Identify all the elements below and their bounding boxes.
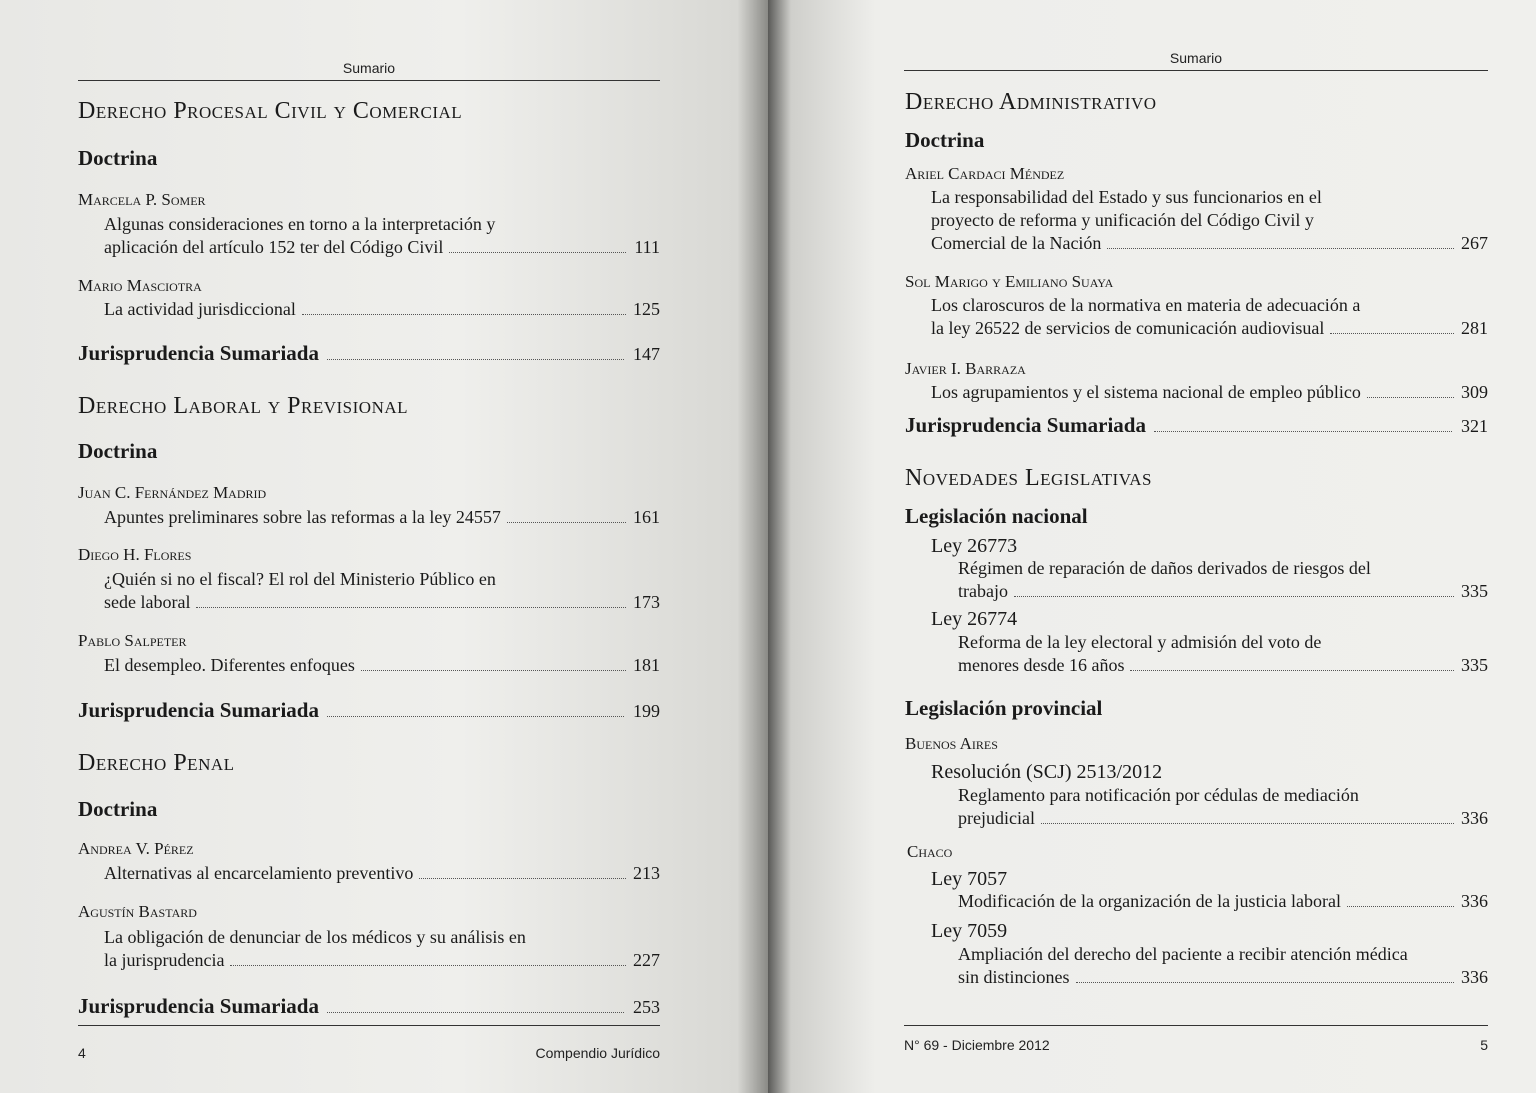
entry-title-line: Reglamento para notificación por cédulas de mediación: [958, 785, 1359, 805]
section-title: Derecho Penal: [78, 750, 235, 776]
entry-title-line: Apuntes preliminares sobre las reformas a la ley 24557: [104, 507, 501, 527]
doctrina-label: Doctrina: [78, 439, 158, 463]
section-title: Derecho Procesal Civil y Comercial: [78, 98, 463, 124]
entry-title-line: sin distinciones: [958, 967, 1070, 987]
running-head: Sumario: [1169, 50, 1223, 66]
leader-dots: [1076, 982, 1455, 983]
entry-title-line: Algunas consideraciones en torno a la interpretación y: [104, 214, 496, 234]
author: Juan C. Fernández Madrid: [78, 483, 267, 502]
page-number: 281: [1461, 318, 1488, 338]
entry-title-line: La actividad jurisdiccional: [104, 299, 296, 319]
jurisprudencia-label: Jurisprudencia Sumariada: [78, 698, 319, 722]
page-number: 125: [633, 299, 660, 319]
author: Sol Marigo y Emiliano Suaya: [905, 272, 1114, 291]
law-name: Ley 26773: [931, 535, 1018, 557]
toc-entry[interactable]: [104, 862, 660, 885]
toc-entry[interactable]: [958, 784, 1488, 830]
entry-title-line: proyecto de reforma y unificación del Código Civil y: [931, 210, 1314, 230]
entry-title-line: Reforma de la ley electoral y admisión del voto de: [958, 632, 1322, 652]
entry-title-line: La responsabilidad del Estado y sus funcionarios en el: [931, 187, 1322, 207]
toc-entry[interactable]: [958, 943, 1488, 989]
page-number: 335: [1461, 581, 1488, 601]
doctrina-label: Doctrina: [905, 128, 985, 152]
section-title: Derecho Laboral y Previsional: [78, 393, 409, 419]
page-number: 336: [1461, 891, 1488, 911]
right-page: [768, 0, 1536, 1093]
toc-entry[interactable]: [104, 298, 660, 321]
jurisprudencia-label: Jurisprudencia Sumariada: [78, 341, 319, 365]
leader-dots: [1330, 333, 1454, 334]
leader-dots: [419, 878, 626, 879]
leader-dots: [449, 252, 626, 253]
entry-title-line: trabajo: [958, 581, 1008, 601]
author: Andrea V. Pérez: [78, 839, 194, 858]
header-rule: [78, 80, 660, 81]
jurisprudencia-label: Jurisprudencia Sumariada: [905, 413, 1146, 437]
legislacion-provincial-label: Legislación provincial: [905, 696, 1103, 720]
footer-rule: [904, 1025, 1488, 1026]
law-name: Ley 7059: [931, 920, 1008, 942]
entry-title-line: La obligación de denunciar de los médicos y su análisis en: [104, 927, 526, 947]
leader-dots: [361, 670, 626, 671]
page-number: 199: [633, 701, 660, 721]
page-number: 227: [633, 950, 660, 970]
toc-entry[interactable]: [104, 213, 660, 259]
toc-entry[interactable]: [958, 557, 1488, 603]
entry-title-line: Ampliación del derecho del paciente a recibir atención médica: [958, 944, 1408, 964]
entry-title-line: la ley 26522 de servicios de comunicación audiovisual: [931, 318, 1325, 338]
author: Agustín Bastard: [78, 902, 197, 921]
entry-title-line: sede laboral: [104, 592, 191, 612]
page-number: 336: [1461, 967, 1488, 987]
page-number: 309: [1461, 382, 1488, 402]
law-name: Ley 26774: [931, 608, 1018, 630]
jurisprudencia-entry[interactable]: [78, 341, 660, 366]
section-title: Derecho Administrativo: [905, 89, 1157, 115]
leader-dots: [1107, 248, 1454, 249]
entry-title-line: Comercial de la Nación: [931, 233, 1102, 253]
region-name: Buenos Aires: [905, 734, 998, 753]
entry-title-line: prejudicial: [958, 808, 1035, 828]
entry-title-line: aplicación del artículo 152 ter del Código Civil: [104, 237, 444, 257]
author: Pablo Salpeter: [78, 631, 187, 650]
entry-title-line: ¿Quién si no el fiscal? El rol del Ministerio Público en: [104, 569, 496, 589]
footer-rule: [78, 1025, 660, 1026]
page-number: 173: [633, 592, 660, 612]
leader-dots: [1154, 431, 1452, 432]
toc-entry[interactable]: [931, 381, 1488, 404]
author: Ariel Cardaci Méndez: [905, 164, 1065, 183]
page-number: 161: [633, 507, 660, 527]
legislacion-nacional-label: Legislación nacional: [905, 504, 1088, 528]
entry-title-line: la jurisprudencia: [104, 950, 225, 970]
page-number: 111: [634, 237, 660, 257]
leader-dots: [302, 314, 626, 315]
running-head: Sumario: [342, 60, 396, 76]
doctrina-label: Doctrina: [78, 146, 158, 170]
leader-dots: [327, 359, 624, 360]
author: Diego H. Flores: [78, 545, 192, 564]
page-number: 253: [633, 997, 660, 1017]
page-number: 335: [1461, 655, 1488, 675]
page-number: 321: [1461, 416, 1488, 436]
jurisprudencia-entry[interactable]: [78, 698, 660, 723]
region-name: Chaco: [907, 842, 953, 861]
jurisprudencia-entry[interactable]: [905, 413, 1488, 438]
page-number: 147: [633, 344, 660, 364]
doctrina-label: Doctrina: [78, 797, 158, 821]
jurisprudencia-label: Jurisprudencia Sumariada: [78, 994, 319, 1018]
entry-title-line: El desempleo. Diferentes enfoques: [104, 655, 355, 675]
law-name: Resolución (SCJ) 2513/2012: [931, 761, 1163, 783]
jurisprudencia-entry[interactable]: [78, 994, 660, 1019]
toc-entry[interactable]: [104, 926, 660, 972]
page-number: 181: [633, 655, 660, 675]
leader-dots: [327, 716, 624, 717]
law-name: Ley 7057: [931, 868, 1008, 890]
publication-name: Compendio Jurídico: [535, 1045, 660, 1061]
header-rule: [904, 70, 1488, 71]
toc-entry[interactable]: [104, 506, 660, 529]
page-number: 267: [1461, 233, 1488, 253]
entry-title-line: Los agrupamientos y el sistema nacional de empleo público: [931, 382, 1361, 402]
page-number-footer: 5: [1480, 1037, 1488, 1053]
toc-entry[interactable]: [958, 631, 1488, 677]
leader-dots: [1014, 596, 1454, 597]
author: Mario Masciotra: [78, 276, 202, 295]
leader-dots: [1041, 823, 1454, 824]
leader-dots: [196, 607, 626, 608]
leader-dots: [327, 1012, 624, 1013]
issue-info: N° 69 - Diciembre 2012: [904, 1037, 1050, 1053]
leader-dots: [507, 522, 626, 523]
author: Javier I. Barraza: [905, 359, 1026, 378]
entry-title-line: menores desde 16 años: [958, 655, 1125, 675]
author: Marcela P. Somer: [78, 190, 206, 209]
leader-dots: [1347, 906, 1454, 907]
page-number-footer: 4: [78, 1045, 86, 1061]
leader-dots: [1367, 397, 1454, 398]
toc-entry[interactable]: [931, 186, 1488, 255]
entry-title-line: Alternativas al encarcelamiento preventivo: [104, 863, 414, 883]
entry-title-line: Los claroscuros de la normativa en materia de adecuación a: [931, 295, 1361, 315]
page-number: 213: [633, 863, 660, 883]
leader-dots: [1130, 670, 1454, 671]
entry-title-line: Régimen de reparación de daños derivados de riesgos del: [958, 558, 1371, 578]
page-number: 336: [1461, 808, 1488, 828]
toc-entry[interactable]: [958, 890, 1488, 913]
toc-entry[interactable]: [104, 654, 660, 677]
section-title: Novedades Legislativas: [905, 465, 1153, 491]
leader-dots: [230, 965, 626, 966]
toc-entry[interactable]: [931, 294, 1488, 340]
toc-entry[interactable]: [104, 568, 660, 614]
entry-title-line: Modificación de la organización de la justicia laboral: [958, 891, 1342, 911]
